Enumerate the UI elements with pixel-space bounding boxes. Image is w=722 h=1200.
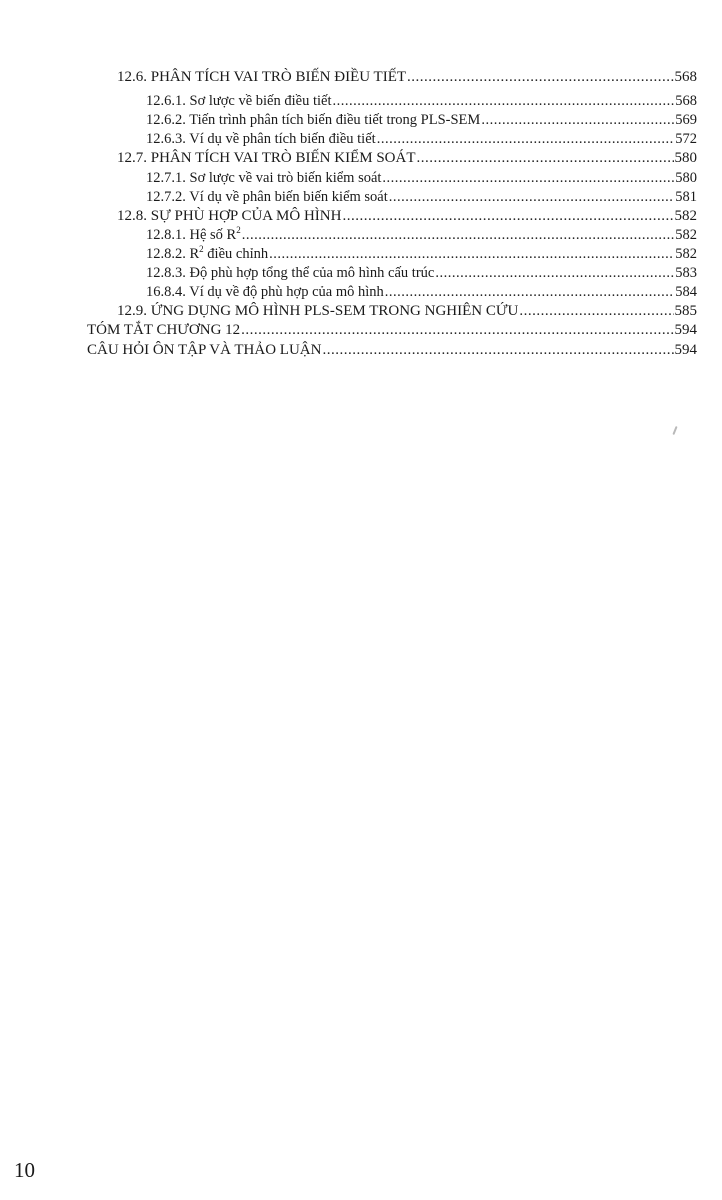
toc-entry[interactable] bbox=[146, 188, 697, 207]
toc-entry-title: TÓM TẮT CHƯƠNG 12 bbox=[87, 322, 241, 338]
toc-entry[interactable] bbox=[117, 149, 697, 168]
toc-entry[interactable] bbox=[87, 321, 697, 340]
dot-leader bbox=[519, 302, 673, 321]
toc-entry-page: 582 bbox=[674, 208, 697, 224]
toc-entry-title: 12.8. SỰ PHÙ HỢP CỦA MÔ HÌNH bbox=[117, 208, 342, 224]
toc-entry-title: CÂU HỎI ÔN TẬP VÀ THẢO LUẬN bbox=[87, 342, 322, 358]
toc-entry-page: 572 bbox=[675, 131, 697, 147]
toc-entry-page: 580 bbox=[674, 150, 697, 166]
toc-entry-page: 594 bbox=[674, 322, 697, 338]
toc-entry-title: 12.8.3. Độ phù hợp tổng thể của mô hình cấu trúc bbox=[146, 265, 435, 281]
dot-leader bbox=[342, 207, 673, 226]
dot-leader bbox=[269, 245, 674, 264]
toc-entry-page: 582 bbox=[675, 227, 697, 243]
ink-speck bbox=[672, 426, 677, 435]
toc-entry[interactable] bbox=[146, 130, 697, 149]
dot-leader bbox=[417, 149, 674, 168]
dot-leader bbox=[242, 226, 675, 245]
toc-entry-title: 12.6.3. Ví dụ về phân tích biến điều tiết bbox=[146, 131, 376, 147]
toc-entry-page: 569 bbox=[675, 112, 697, 128]
toc-entry-title: 12.7.1. Sơ lược về vai trò biến kiểm soát bbox=[146, 170, 382, 186]
dot-leader bbox=[407, 68, 673, 87]
toc-entry-page: 568 bbox=[675, 93, 697, 109]
toc-entry-page: 584 bbox=[675, 284, 697, 300]
toc-entry[interactable] bbox=[146, 264, 697, 283]
toc-entry-title-text: 12.8.1. Hệ số R bbox=[146, 227, 237, 243]
superscript: 2 bbox=[236, 225, 241, 236]
toc-entry[interactable] bbox=[117, 302, 697, 321]
dot-leader bbox=[382, 169, 674, 188]
superscript: 2 bbox=[199, 244, 204, 255]
toc-entry[interactable] bbox=[117, 68, 697, 87]
toc-entry-title-text: 12.8.2. R bbox=[146, 246, 200, 262]
toc-entry[interactable] bbox=[146, 169, 697, 188]
toc-entry-page: 568 bbox=[674, 69, 697, 85]
dot-leader bbox=[389, 188, 674, 207]
toc-entry-title: 12.9. ỨNG DỤNG MÔ HÌNH PLS-SEM TRONG NGHIÊN CỨU bbox=[117, 303, 519, 319]
toc-entry-title bbox=[146, 226, 241, 245]
toc-entry-page: 581 bbox=[675, 189, 697, 205]
toc-entry-title: 12.6. PHÂN TÍCH VAI TRÒ BIẾN ĐIỀU TIẾT bbox=[117, 69, 407, 85]
toc-entry-title: 16.8.4. Ví dụ về độ phù hợp của mô hình bbox=[146, 284, 384, 300]
toc-entry[interactable] bbox=[146, 245, 697, 264]
toc-entry-title bbox=[146, 245, 268, 264]
toc-entry-title: 12.6.1. Sơ lược về biến điều tiết bbox=[146, 93, 332, 109]
toc-entry[interactable] bbox=[146, 226, 697, 245]
toc-entry[interactable] bbox=[146, 111, 697, 130]
toc-entry-page: 594 bbox=[674, 342, 697, 358]
toc-entry-page: 583 bbox=[675, 265, 697, 281]
dot-leader bbox=[322, 341, 673, 360]
page-number: 10 bbox=[14, 1158, 35, 1182]
toc-entry-page: 580 bbox=[675, 170, 697, 186]
toc-entry[interactable] bbox=[146, 92, 697, 111]
toc-entry[interactable] bbox=[146, 283, 697, 302]
toc-entry[interactable] bbox=[87, 341, 697, 360]
toc-entry-title-text: điều chỉnh bbox=[203, 246, 269, 262]
toc-entry[interactable] bbox=[117, 207, 697, 226]
dot-leader bbox=[377, 130, 675, 149]
toc-entry-title: 12.7. PHÂN TÍCH VAI TRÒ BIẾN KIỂM SOÁT bbox=[117, 150, 416, 166]
dot-leader bbox=[385, 283, 674, 302]
toc-entry-page: 585 bbox=[674, 303, 697, 319]
dot-leader bbox=[481, 111, 674, 130]
dot-leader bbox=[241, 321, 673, 340]
dot-leader bbox=[435, 264, 674, 283]
toc-entry-page: 582 bbox=[675, 246, 697, 262]
dot-leader bbox=[332, 92, 674, 111]
toc-entry-title: 12.7.2. Ví dụ về phân biến biến kiểm soát bbox=[146, 189, 388, 205]
toc-entry-title: 12.6.2. Tiến trình phân tích biến điều tiết trong PLS-SEM bbox=[146, 112, 481, 128]
